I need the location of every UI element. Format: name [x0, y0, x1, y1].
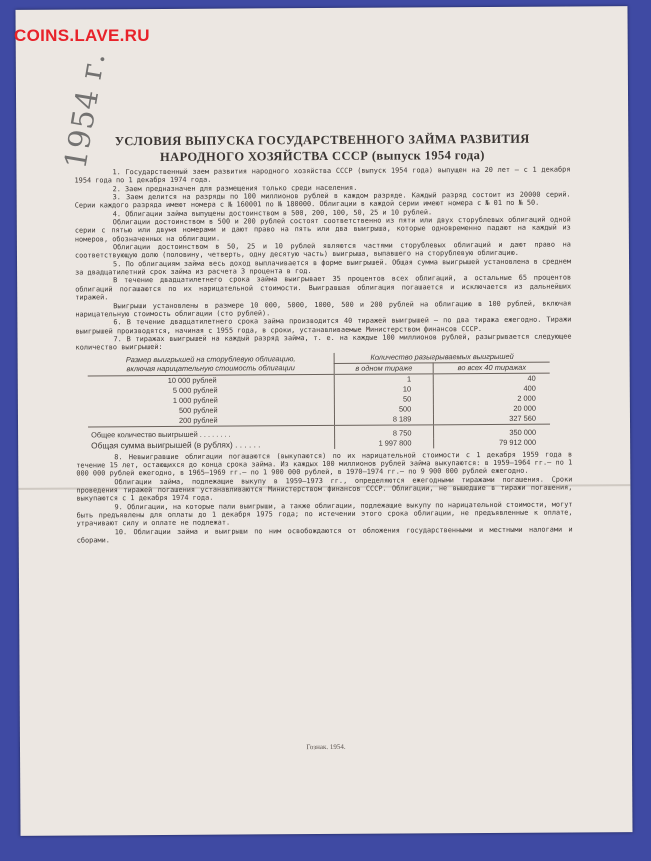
row-one-draw: 10	[334, 384, 433, 395]
row-all-draws: 40	[434, 373, 550, 384]
printer-mark: Гознак. 1954.	[306, 742, 346, 752]
paragraph: Выигрыши установлены в размере 10 000, 5000, 1000, 500 и 200 рублей на облигацию в 100 рублей, включая нарицательную стоимость облигации (сто рублей).	[75, 298, 572, 319]
conditions-section-2	[76, 450, 573, 545]
bond-document	[15, 6, 632, 836]
paragraph: 3. Заем делится на разряды по 100 миллионов рублей в каждом разряде. Каждый разряд состоит из 20000 серий. Серии каждого разряда имеют номера с № 160001 по № 180000. Облигации в каждой серии имеют номера с № 01 по № 50.	[74, 190, 571, 210]
title-line-1: УСЛОВИЯ ВЫПУСКА ГОСУДАРСТВЕННОГО ЗАЙМА РАЗВИТИЯ	[114, 131, 530, 149]
paragraph: 4. Облигации займа выпущены достоинством в 500, 200, 100, 50, 25 и 10 рублей.	[112, 208, 433, 219]
header-size-line2: включая нарицательную стоимость облигации	[126, 363, 295, 374]
table-header-size	[88, 352, 335, 375]
winnings-table	[88, 351, 551, 450]
paragraph: 2. Заем предназначен для размещения только среди населения.	[112, 183, 358, 193]
conditions-section	[74, 165, 571, 352]
row-label: 10 000 рублей	[167, 375, 217, 386]
paragraph: Облигации достоинством в 50, 25 и 10 рублей являются частями сторублевых облигаций и дают право на соответствующую долю (половину, четверть, одну десятую часть) выигрыша, выпавшего на сторублевую облигацию.	[74, 240, 571, 260]
document-title	[74, 130, 570, 165]
row-one-draw: 1	[334, 373, 433, 384]
row-all-draws: 400	[434, 383, 550, 394]
total-count-one: 8 750	[335, 424, 434, 438]
paragraph: Облигации достоинством в 500 и 200 рублей состоят соответственно из пяти или двух сторублевых облигаций одной серии с пятью или двумя номерами и дают право на пять или два выигрыша, которые одновременно падают на каждый из номеров, обозначенных на облигации.	[74, 215, 571, 244]
paragraph: 5. По облигациям займа весь доход выплачивается в форме выигрышей. Общая сумма выигрышей установлена в среднем за двадцатилетний срок займа из расчета 3 процента в год.	[75, 257, 572, 277]
total-sum-one: 1 997 800	[335, 438, 434, 449]
handwritten-note: 1954 г.	[58, 49, 113, 172]
row-all-draws: 2 000	[434, 393, 550, 404]
table-header-count: Количество разыгрываемых выигрышей	[334, 351, 550, 363]
paragraph: 6. В течение двадцатилетнего срока займа производится 40 тиражей выигрышей — по два тиража ежегодно. Тиражи выигрышей производятся, начиная с 1955 года, в сроки, устанавливаемые Министерством финансов СССР.	[75, 315, 572, 336]
header-size-line1: Размер выигрышей на сторублевую облигацию,	[125, 354, 296, 365]
table-header-all-draws: во всех 40 тиражах	[433, 362, 549, 374]
title-line-2: НАРОДНОГО ХОЗЯЙСТВА СССР (выпуск 1954 года)	[159, 148, 485, 164]
paragraph: 1. Государственный заем развития народного хозяйства СССР (выпуск 1954 года) выпущен на 20 лет — с 1 декабря 1954 года по 1 декабря 1974 года.	[74, 165, 571, 185]
document-body	[74, 130, 573, 544]
paragraph: 10. Облигации займа и выигрыши по ним освобождаются от обложения государственными и местными налогами и сборами.	[76, 525, 573, 545]
row-one-draw: 8 189	[334, 414, 433, 425]
row-label: 5 000 рублей	[172, 385, 218, 395]
row-all-draws: 20 000	[434, 403, 550, 414]
site-watermark: COINS.LAVE.RU	[14, 26, 150, 45]
paragraph: В течение двадцатилетнего срока займа выигрывает 35 процентов всех облигаций, а остальные 65 процентов облигаций погашаются по их нарицательной стоимости. Выигравшая облигация погашается и исключается из дальнейших тиражей.	[75, 273, 572, 302]
table-header-one-draw: в одном тираже	[334, 362, 433, 374]
row-label: 1 000 рублей	[172, 395, 218, 405]
total-sum-all: 79 912 000	[434, 437, 550, 448]
row-one-draw: 50	[334, 394, 433, 405]
row-label: 500 рублей	[178, 405, 218, 415]
table-total-sum-row	[88, 437, 550, 450]
paragraph: 9. Облигации, на которые пали выигрыши, а также облигации, подлежащие выкупу по нарицательной стоимости, могут быть предъявлены для оплаты до 1 декабря 1975 года; по истечении этого срока облигации, не предъявленные к оплате, утрачивают силу и оплате не подлежат.	[76, 500, 573, 528]
total-count-label: Общее количество выигрышей . . . . . . . .	[91, 429, 231, 440]
paragraph: 7. В тиражах выигрышей на каждый разряд займа, т. е. на каждые 100 миллионов рублей, разыгрывается следующее количество выигрышей:	[75, 332, 572, 352]
total-sum-label: Общая сумма выигрышей (в рублях) . . . . . .	[91, 438, 261, 450]
row-one-draw: 500	[334, 404, 433, 415]
row-label: 200 рублей	[88, 414, 335, 426]
row-all-draws: 327 560	[434, 413, 550, 424]
paragraph: 8. Невыигравшие облигации погашаются (выкупаются) по их нарицательной стоимости с 1 декабря 1959 года в течение 15 лет, остающихся до конца срока займа. Из каждых 100 миллионов рублей займа выкупаются: в 1959—1964 гг.— по 1 000 000 рублей ежегодно, в 1965—1969 гг.— по 1 900 000 рублей, в 1970—1974 гг.— по 9 900 000 рублей ежегодно.	[76, 450, 573, 478]
total-count-all: 350 000	[434, 424, 550, 438]
paragraph: Облигации займа, подлежащие выкупу в 1959—1973 гг., определяются ежегодными тиражами погашения. Сроки проведения тиражей погашения устанавливаются Министерством финансов СССР. Облигации, не вышедшие в тиражи погашения, выкупаются с 1 декабря 1974 года.	[76, 475, 573, 503]
